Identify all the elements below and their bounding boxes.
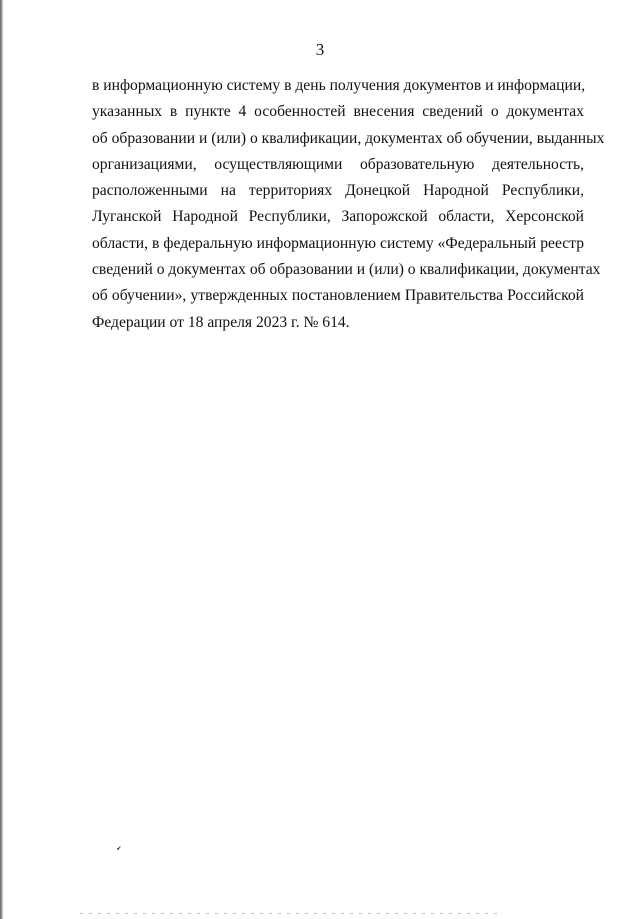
text-line: об образовании и (или) о квалификации, документах об обучении, выданных	[92, 129, 605, 147]
scan-bottom-edge	[80, 913, 500, 914]
text-line: области, в федеральную информационную систему «Федеральный реестр	[92, 234, 584, 252]
text-line: сведений о документах об образовании и (или) о квалификации, документах	[92, 261, 601, 279]
scan-edge-shadow	[0, 0, 3, 919]
text-line: расположенными на территориях Донецкой Народной Республики,	[92, 182, 584, 200]
text-line: Луганской Народной Республики, Запорожской области, Херсонской	[92, 208, 584, 226]
text-line: организациями, осуществляющими образовательную деятельность,	[92, 155, 584, 173]
text-line: об обучении», утвержденных постановлением Правительства Российской	[92, 287, 584, 305]
body-paragraph	[92, 73, 605, 336]
text-line: в информационную систему в день получения документов и информации,	[92, 77, 586, 94]
text-line-last: Федерации от 18 апреля 2023 г. № 614.	[92, 313, 350, 331]
page-number: 3	[315, 40, 325, 59]
scan-speck	[118, 846, 121, 849]
text-line: указанных в пункте 4 особенностей внесения сведений о документах	[92, 103, 584, 121]
